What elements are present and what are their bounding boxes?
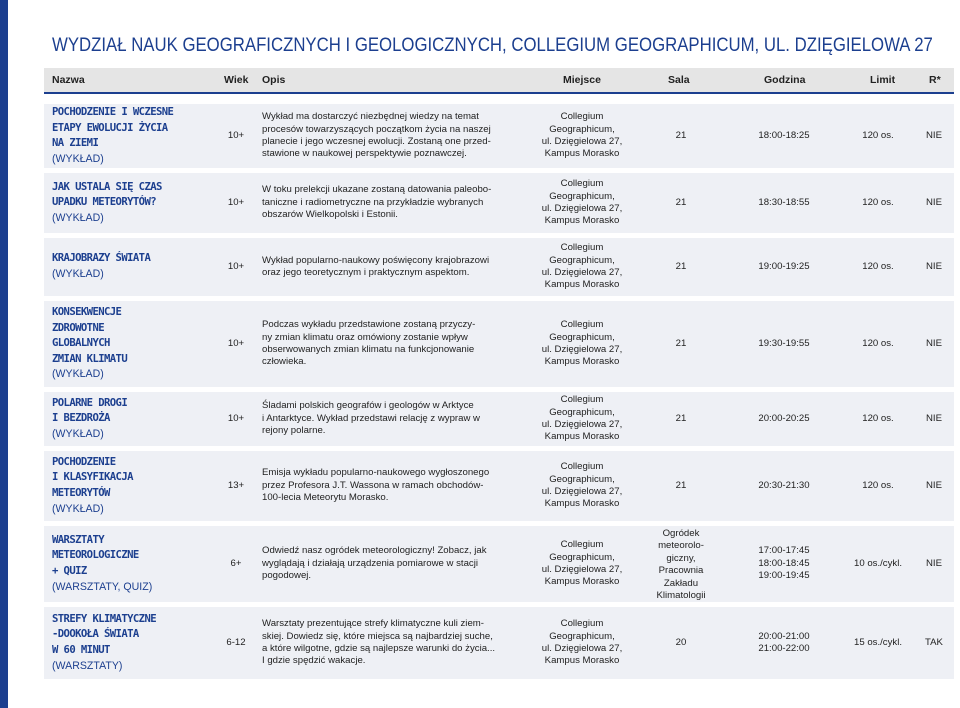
event-registration [918, 558, 950, 570]
header-godzina: Godzina [764, 74, 806, 86]
event-description-line: Śladami polskich geografów i geologów w Arktyce [262, 400, 474, 412]
event-place [520, 394, 644, 444]
event-description [262, 545, 524, 582]
event-registration-line: TAK [925, 636, 943, 648]
event-place-line: Collegium [560, 242, 604, 254]
event-room [644, 480, 718, 492]
event-place-line: Kampus Morasko [544, 498, 620, 510]
header-limit: Limit [870, 74, 896, 86]
event-limit [838, 413, 918, 425]
event-limit [838, 261, 918, 273]
event-place-line: Kampus Morasko [544, 148, 620, 160]
event-room-line: 21 [675, 337, 687, 349]
event-room-line: Zakładu [663, 577, 699, 589]
event-registration-line: NIE [926, 196, 942, 208]
event-age-line: 10+ [227, 260, 245, 272]
event-time-line: 19:00-19:45 [758, 570, 810, 582]
event-place-line: Collegium [560, 394, 604, 406]
event-limit-line: 15 os./cykl. [854, 636, 902, 648]
event-room-line: 21 [675, 196, 687, 208]
event-place-line: Kampus Morasko [544, 279, 620, 291]
event-limit-line: 120 os. [862, 412, 894, 424]
event-place-line: Kampus Morasko [544, 356, 620, 368]
event-registration [918, 197, 950, 209]
event-name [52, 251, 212, 282]
event-description-line: stawione w naukowej perspektywie poznawczej. [262, 148, 467, 160]
event-place [520, 111, 644, 161]
event-description-line: I gdzie spędzić wakacje. [262, 655, 366, 667]
event-limit [838, 338, 918, 350]
event-type: (WYKŁAD) [52, 368, 104, 381]
event-place-line: ul. Dzięgielowa 27, [541, 203, 623, 214]
event-room [644, 130, 718, 142]
event-description-line: wyglądają i działają urządzenia pomiarowe w stacji [262, 557, 478, 569]
event-place-line: Geographicum, [549, 123, 615, 135]
event-room-line: 21 [675, 412, 687, 424]
header-nazwa: Nazwa [52, 74, 85, 86]
event-age-line: 10+ [227, 196, 245, 208]
event-place-line: Collegium [560, 461, 604, 473]
table-body [44, 104, 954, 679]
event-registration [918, 130, 950, 142]
event-name-line: W 60 MINUT [52, 643, 110, 656]
event-limit-line: 120 os. [862, 260, 894, 272]
event-name [52, 180, 212, 227]
event-registration [918, 637, 950, 649]
event-limit [838, 637, 918, 649]
event-place [520, 319, 644, 369]
event-room-line: 21 [675, 129, 687, 141]
event-description-line: a które wilgotne, gdzie są najlepsze warunki do życia... [262, 643, 496, 654]
event-room [644, 528, 718, 602]
event-description-line: i Antarktyce. Wykład przedstawi relację z wypraw w [262, 412, 480, 424]
event-room-line: Klimatologii [656, 590, 706, 602]
event-type: (WYKŁAD) [52, 502, 104, 515]
event-time [734, 631, 834, 656]
event-age-line: 10+ [227, 412, 245, 424]
event-place [520, 539, 644, 589]
event-room [644, 197, 718, 209]
event-description [262, 467, 524, 504]
schedule-table [44, 68, 954, 679]
event-registration-line: NIE [926, 337, 942, 349]
event-place-line: ul. Dzięgielowa 27, [541, 419, 623, 430]
event-place-line: Geographicum, [549, 551, 615, 563]
event-room-line: 21 [675, 479, 687, 491]
event-age [216, 338, 256, 350]
event-time-line: 17:00-17:45 [758, 545, 810, 557]
event-place-line: ul. Dzięgielowa 27, [541, 136, 623, 147]
event-place-line: Collegium [560, 618, 604, 630]
header-r: R* [929, 74, 941, 86]
event-description-line: taniczne i radiometryczne na przykładzie wybranych [262, 196, 484, 208]
event-place-line: Kampus Morasko [544, 431, 620, 443]
event-time-line: 18:00-18:45 [758, 557, 810, 569]
event-name-line: GLOBALNYCH [52, 337, 110, 350]
event-limit [838, 130, 918, 142]
event-description [262, 184, 524, 221]
event-place-line: Geographicum, [549, 630, 615, 642]
event-time [734, 480, 834, 492]
event-description [262, 618, 524, 668]
event-place [520, 242, 644, 292]
event-name-line: ETAPY EWOLUCJI ŻYCIA [52, 121, 168, 134]
event-description-line: oraz jego teoretycznym i praktycznym aspektom. [262, 267, 470, 278]
event-registration [918, 480, 950, 492]
event-name-line: + QUIZ [52, 564, 87, 577]
event-description-line: człowieka. [262, 356, 307, 368]
event-place-line: Geographicum, [549, 406, 615, 418]
event-room [644, 413, 718, 425]
event-description-line: Podczas wykładu przedstawione zostaną przyczy- [262, 319, 476, 331]
event-limit-line: 120 os. [862, 337, 894, 349]
event-description [262, 400, 524, 437]
event-place-line: Geographicum, [549, 254, 615, 266]
event-name [52, 533, 212, 595]
event-name-line: ZDROWOTNE [52, 321, 105, 334]
header-sala: Sala [668, 74, 690, 86]
event-place-line: Collegium [560, 539, 604, 551]
event-room-line: 21 [675, 260, 687, 272]
event-name-line: POCHODZENIE I WCZESNE [52, 106, 174, 118]
event-limit [838, 480, 918, 492]
event-name [52, 105, 212, 167]
event-description-line: Odwiedź nasz ogródek meteorologiczny! Zobacz, jak [262, 545, 487, 557]
event-place-line: Kampus Morasko [544, 215, 620, 227]
event-place [520, 461, 644, 511]
event-place-line: Geographicum, [549, 331, 615, 343]
event-age-line: 6-12 [226, 636, 246, 648]
event-description-line: W toku prelekcji ukazane zostaną datowania paleobo- [262, 184, 492, 196]
event-type: (WYKŁAD) [52, 427, 104, 440]
table-row [44, 104, 954, 168]
event-limit-line: 120 os. [862, 196, 894, 208]
event-description-line: procesów towarzyszących początkom życia na naszej [262, 123, 491, 135]
event-registration [918, 413, 950, 425]
event-place-line: Kampus Morasko [544, 655, 620, 667]
event-time [734, 261, 834, 273]
event-name-line: METEOROLOGICZNE [52, 549, 139, 562]
event-description-line: ny zmian klimatu oraz omówiony zostanie wpływ [262, 331, 468, 343]
event-place-line: Collegium [560, 111, 604, 123]
event-description-line: Emisja wykładu popularno-naukowego wygłoszonego [262, 467, 490, 479]
event-time-line: 21:00-22:00 [758, 643, 810, 654]
event-description-line: planecie i jego wczesnej ewolucji. Zostaną one przed- [262, 136, 491, 147]
event-age-line: 10+ [227, 129, 245, 141]
event-place-line: Geographicum, [549, 473, 615, 485]
left-accent-bar [0, 0, 8, 708]
event-registration [918, 261, 950, 273]
event-registration-line: NIE [926, 260, 942, 272]
event-limit-line: 10 os./cykl. [854, 557, 902, 569]
event-description-line: Warsztaty prezentujące strefy klimatyczne kuli ziem- [262, 618, 484, 630]
event-room-line: meteorolo- [658, 540, 704, 552]
event-name-line: KRAJOBRAZY ŚWIATA [52, 252, 151, 265]
event-time [734, 197, 834, 209]
header-miejsce: Miejsce [563, 74, 601, 86]
event-time-line: 19:00-19:25 [758, 260, 810, 272]
table-row [44, 451, 954, 521]
event-time [734, 130, 834, 142]
event-name [52, 612, 212, 674]
event-type: (WYKŁAD) [52, 152, 104, 165]
table-row [44, 526, 954, 602]
event-name-line: ZMIAN KLIMATU [52, 352, 128, 365]
event-place [520, 618, 644, 668]
event-age [216, 558, 256, 570]
event-room-line: 20 [675, 636, 687, 648]
event-age [216, 197, 256, 209]
event-room-line: Pracownia [658, 565, 704, 577]
event-registration-line: NIE [926, 557, 942, 569]
event-time-line: 20:30-21:30 [758, 479, 810, 491]
event-time-line: 18:30-18:55 [758, 196, 810, 208]
event-description [262, 255, 524, 280]
event-place [520, 178, 644, 228]
event-limit [838, 558, 918, 570]
event-place-line: ul. Dzięgielowa 27, [541, 564, 623, 575]
event-room [644, 261, 718, 273]
table-header [44, 68, 954, 94]
header-wiek: Wiek [224, 74, 249, 86]
event-room [644, 637, 718, 649]
header-opis: Opis [262, 74, 286, 86]
table-row [44, 607, 954, 679]
event-name-line: METEORYTÓW [52, 486, 110, 499]
event-room [644, 338, 718, 350]
event-age [216, 261, 256, 273]
event-registration-line: NIE [926, 479, 942, 491]
event-type: (WARSZTATY, QUIZ) [52, 580, 153, 593]
event-description-line: 100-lecia Meteorytu Morasko. [262, 492, 389, 504]
event-place-line: Kampus Morasko [544, 576, 620, 588]
event-limit [838, 197, 918, 209]
event-name-line: NA ZIEMI [52, 137, 99, 150]
event-description-line: rejony polarne. [262, 425, 326, 437]
event-room-line: giczny, [666, 552, 696, 564]
event-name [52, 305, 212, 383]
event-type: (WYKŁAD) [52, 267, 104, 280]
table-row [44, 238, 954, 296]
event-name-line: WARSZTATY [52, 533, 105, 546]
event-type: (WYKŁAD) [52, 211, 104, 224]
event-time-line: 19:30-19:55 [758, 337, 810, 349]
event-description-line: przez Profesora J.T. Wassona w ramach obchodów- [262, 479, 484, 491]
event-name-line: POLARNE DROGI [52, 396, 128, 409]
event-name-line: POCHODZENIE [52, 455, 116, 468]
event-description-line: pogodowej. [262, 570, 312, 582]
event-name-line: STREFY KLIMATYCZNE [52, 612, 157, 625]
event-description [262, 111, 524, 161]
event-time-line: 18:00-18:25 [758, 129, 810, 141]
event-name-line: -DOOKOŁA ŚWIATA [52, 628, 139, 641]
event-name-line: JAK USTALA SIĘ CZAS [52, 180, 162, 193]
event-age [216, 637, 256, 649]
page-title: WYDZIAŁ NAUK GEOGRAFICZNYCH I GEOLOGICZNYCH, COLLEGIUM GEOGRAPHICUM, UL. DZIĘGIELOWA 27 [52, 34, 933, 56]
event-description-line: Wykład popularno-naukowy poświęcony krajobrazowi [262, 254, 490, 266]
event-place-line: ul. Dzięgielowa 27, [541, 486, 623, 497]
event-age-line: 10+ [227, 337, 245, 349]
event-age-line: 6+ [230, 557, 242, 569]
event-age [216, 130, 256, 142]
event-name-line: KONSEKWENCJE [52, 306, 122, 318]
event-type: (WARSZTATY) [52, 659, 123, 672]
event-description-line: obserwowanych zmian klimatu na funkcjonowanie [262, 344, 475, 355]
event-place-line: ul. Dzięgielowa 27, [541, 344, 623, 355]
event-time-line: 20:00-20:25 [758, 412, 810, 424]
event-registration [918, 338, 950, 350]
event-name [52, 455, 212, 517]
event-age [216, 480, 256, 492]
event-place-line: Collegium [560, 319, 604, 331]
event-room-line: Ogródek [662, 528, 700, 539]
event-name-line: I KLASYFIKACJA [52, 471, 133, 484]
table-row [44, 392, 954, 446]
event-description-line: Wykład ma dostarczyć niezbędnej wiedzy na temat [262, 111, 479, 123]
event-place-line: ul. Dzięgielowa 27, [541, 267, 623, 278]
event-name-line: I BEZDROŻA [52, 412, 110, 425]
table-row [44, 301, 954, 387]
event-age-line: 13+ [227, 479, 245, 491]
event-name [52, 396, 212, 443]
event-limit-line: 120 os. [862, 129, 894, 141]
table-row [44, 173, 954, 233]
event-registration-line: NIE [926, 412, 942, 424]
event-age [216, 413, 256, 425]
event-registration-line: NIE [926, 129, 942, 141]
event-description-line: obszarów Wielkopolski i Estonii. [262, 209, 398, 221]
event-name-line: UPADKU METEORYTÓW? [52, 196, 157, 209]
event-time [734, 413, 834, 425]
event-limit-line: 120 os. [862, 479, 894, 491]
event-description-line: skiej. Dowiedz się, które miejsca są najbardziej suche, [262, 630, 493, 642]
event-place-line: ul. Dzięgielowa 27, [541, 643, 623, 654]
event-description [262, 319, 524, 369]
event-time [734, 545, 834, 582]
event-time-line: 20:00-21:00 [758, 630, 810, 642]
event-place-line: Geographicum, [549, 190, 615, 202]
event-place-line: Collegium [560, 178, 604, 190]
event-time [734, 338, 834, 350]
